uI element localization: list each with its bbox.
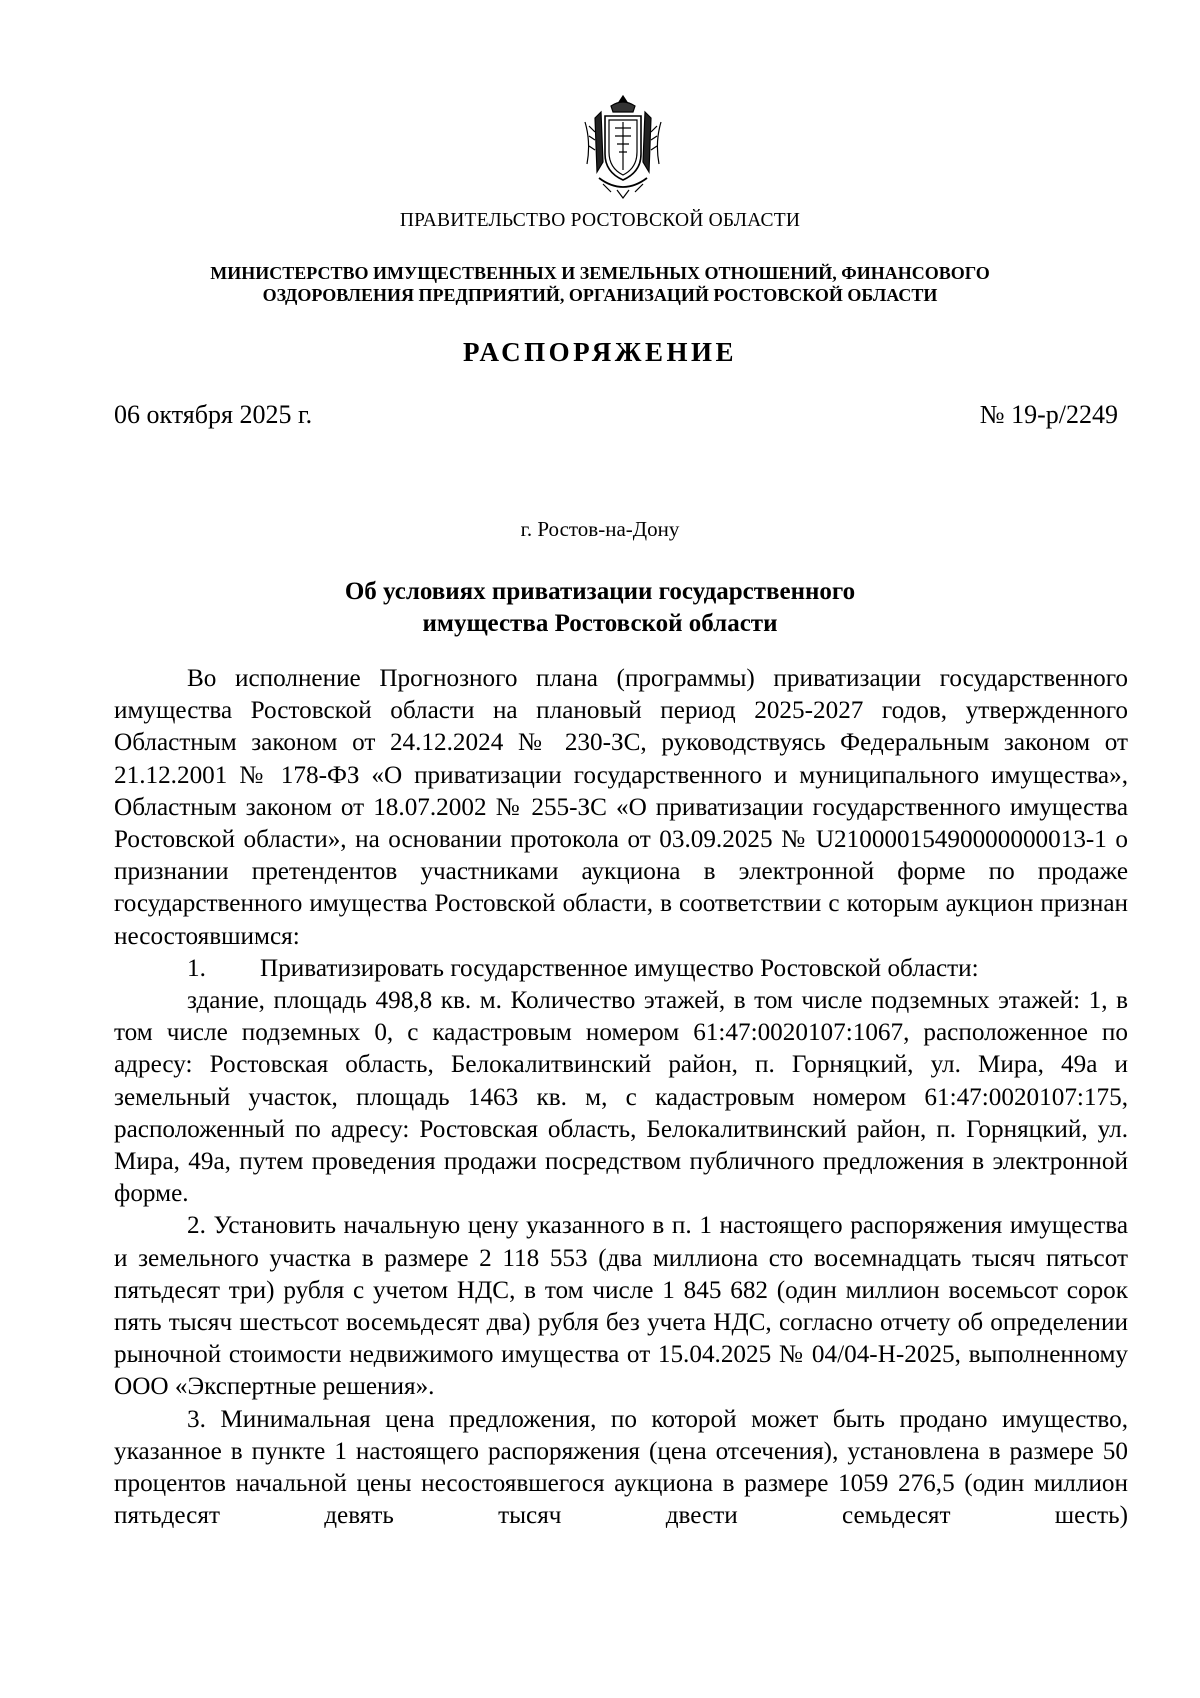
item-1-number: 1.	[187, 954, 206, 982]
document-date: 06 октября 2025 г.	[114, 400, 313, 429]
coat-of-arms-emblem	[573, 92, 673, 204]
ministry-name	[0, 262, 1200, 306]
item-1-text: Приватизировать государственное имущество Ростовской области:	[260, 954, 979, 982]
item-1-heading	[114, 953, 1128, 985]
ministry-name-line-1: МИНИСТЕРСТВО ИМУЩЕСТВЕННЫХ И ЗЕМЕЛЬНЫХ ОТНОШЕНИЙ, ФИНАНСОВОГО	[210, 263, 990, 283]
document-type-title: РАСПОРЯЖЕНИЕ	[462, 337, 738, 367]
subject-line-2: имущества Ростовской области	[422, 610, 778, 637]
ministry-name-line-2: ОЗДОРОВЛЕНИЯ ПРЕДПРИЯТИЙ, ОРГАНИЗАЦИЙ РОСТОВСКОЙ ОБЛАСТИ	[262, 285, 938, 305]
preamble-paragraph: Во исполнение Прогнозного плана (программы) приватизации государственного имущества Ростовской области на плановый период 2025-2027 годов, утвержденного Областным законом от 24.12.2024 № 230-ЗС, руководствуясь Федеральным законом от 21.12.2001 № 178-ФЗ «О приватизации государственного и муниципального имущества», Областным законом от 18.07.2002 № 255-ЗС «О приватизации государственного имущества Ростовской области», на основании протокола от 03.09.2025 № U21000015490000000013-1 о признании претендентов участниками аукциона в электронной форме по продаже государственного имущества Ростовской области, в соответствии с которым аукцион признан несостоявшимся:	[114, 665, 1128, 950]
government-name: ПРАВИТЕЛЬСТВО РОСТОВСКОЙ ОБЛАСТИ	[399, 210, 801, 231]
item-1-detail-paragraph: здание, площадь 498,8 кв. м. Количество этажей, в том числе подземных этажей: 1, в том числе подземных 0, с кадастровым номером 61:47:0020107:1067, расположенное по адресу: Ростовская область, Белокалитвинский район, п. Горняцкий, ул. Мира, 49а и земельный участок, площадь 1463 кв. м, с кадастровым номером 61:47:0020107:175, расположенный по адресу: Ростовская область, Белокалитвинский район, п. Горняцкий, ул. Мира, 49а, путем проведения продажи посредством публичного предложения в электронной форме.	[114, 987, 1128, 1208]
document-number: № 19-р/2249	[979, 400, 1118, 429]
document-body	[114, 663, 1128, 1532]
item-3-paragraph: 3. Минимальная цена предложения, по которой может быть продано имущество, указанное в пункте 1 настоящего распоряжения (цена отсечения), установлена в размере 50 процентов начальной цены несостоявшегося аукциона в размере 1059 276,5 (один миллион пятьдесят девять тысяч двести семьдесят шесть)	[114, 1405, 1128, 1530]
subject-line-1: Об условиях приватизации государственного	[344, 578, 856, 605]
document-subject	[0, 576, 1200, 640]
document-city: г. Ростов-на-Дону	[520, 517, 680, 541]
item-2-paragraph: 2. Установить начальную цену указанного в п. 1 настоящего распоряжения имущества и земельного участка в размере 2 118 553 (два миллиона сто восемнадцать тысяч пятьсот пятьдесят три) рубля с учетом НДС, в том числе 1 845 682 (один миллион восемьсот сорок пять тысяч шестьсот восемьдесят два) рубля без учета НДС, согласно отчету об определении рыночной стоимости недвижимого имущества от 15.04.2025 № 04/04-Н-2025, выполненному ООО «Экспертные решения».	[114, 1212, 1128, 1401]
